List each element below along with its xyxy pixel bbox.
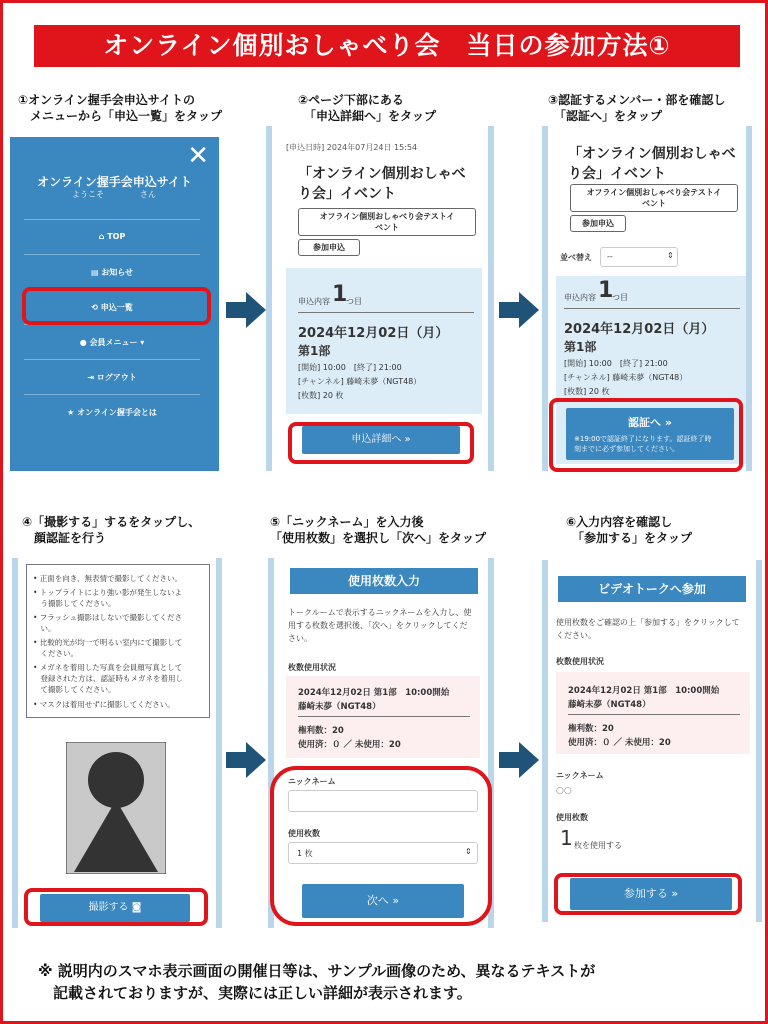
logout-icon: ⇥ [87,373,94,382]
guideline-2: • トップライトにより強い影が発生しないよ う撮影してください。 [33,588,182,608]
rights-count: 権利数：20 [298,726,344,736]
menu-item-news[interactable] [24,254,200,288]
menu-item-member[interactable] [24,324,200,358]
content-label: 申込内容 [564,293,596,302]
arrow-right-icon [497,290,541,330]
menu-item-logout[interactable] [24,359,200,393]
count-label: 使用枚数 [288,829,320,838]
content-suffix: つ目 [346,297,362,306]
auth-button-label: 認証へ » [628,416,672,429]
divider [564,308,740,309]
event-chip: オフライン個別おしゃべり会テストイ ベント [570,184,738,212]
home-icon: ⌂ [98,232,105,241]
sort-select[interactable] [600,247,678,267]
count-label: 使用枚数 [556,813,588,822]
step-3-label: ③認証するメンバー・部を確認し 「認証へ」をタップ [548,93,726,123]
usage-count: 使用済：０ ／ 未使用：20 [298,740,401,750]
select-arrow-icon: ⇕ [667,251,674,260]
highlight-capture-button [24,888,208,926]
event-day: 2024年12月02日（月） [564,322,715,337]
event-title: 「オンライン個別おしゃべ り会」イベント [568,146,736,182]
site-title: オンライン握手会申込サイト [37,175,192,189]
ticket-count: [枚数] 20 枚 [298,391,344,400]
video-talk-header: ビデオトークへ参加 [558,576,746,602]
next-button[interactable]: 次へ » [302,884,464,918]
sort-value: -- [607,252,613,261]
menu-item-label: お知らせ [101,268,134,277]
intro-text: 使用枚数をご確認の上「参加する」をクリックして ください。 [556,618,740,640]
menu-item-about[interactable] [24,394,200,428]
guideline-3: • フラッシュ撮影はしないで撮影してくださ い。 [33,613,183,633]
nickname-label: ニックネーム [288,777,336,786]
event-channel: [チャンネル] 藤崎未夢（NGT48） [564,373,688,382]
phone-screen-join [542,560,762,922]
page-title: オンライン個別おしゃべり会 当日の参加方法① [34,25,740,67]
step-1-label: ①オンライン握手会申込サイトの メニューから「申込一覧」をタップ [18,93,223,123]
application-detail-button[interactable]: 申込詳細へ » [302,426,460,454]
highlight-applications [22,287,211,325]
menu-item-top[interactable] [24,219,200,253]
member-name: 藤崎未夢（NGT48） [298,702,381,712]
guideline-4: • 比較的光が均一で明るい室内にて撮影して ください。 [33,638,183,658]
scrollbar[interactable] [746,222,750,262]
phone-screen-camera [12,558,222,928]
event-part: 第1部 [298,344,331,358]
usage-count: 使用済：０ ／ 未使用：20 [568,738,671,748]
highlight-auth-button [549,398,743,472]
content-number: 1 [332,282,348,307]
face-silhouette-icon [66,742,166,874]
news-icon: ▤ [90,268,99,277]
divider [298,312,474,313]
arrow-right-icon [224,290,268,330]
application-date: [申込日時] 2024年07月24日 15:54 [286,143,418,152]
arrow-right-icon [497,740,541,780]
event-channel: [チャンネル] 藤崎未夢（NGT48） [298,377,422,386]
footnote: ※ 説明内のスマホ表示画面の開催日等は、サンプル画像のため、異なるテキストが 記載されておりますが、実際には正しい詳細が表示されます。 [38,962,596,1002]
user-icon: ● [79,338,87,347]
slot-info: 2024年12月02日 第1部 10:00開始 [298,688,450,698]
photo-guidelines [26,564,210,718]
scrollbar[interactable] [488,154,492,328]
nickname-value: ○○ [556,786,572,796]
count-number: 1 [560,826,573,850]
auth-deadline-note: ※19:00で認証終了になります。認証終了時 刻までに必ず参加してください。 [574,435,712,453]
camera-icon: ◙ [131,902,142,913]
step-5-label: ⑤「ニックネーム」を入力後 「使用枚数」を選択し「次へ」をタップ [270,515,487,545]
guideline-5: • メガネを着用した写真を会員顔写真として 登録された方は、認証時もメガネを着用し て撮影してください。 [33,663,183,694]
arrow-right-icon [224,740,268,780]
count-value: 1 枚 [297,849,313,858]
event-time: [開始] 10:00 [終了] 21:00 [298,363,402,372]
content-suffix: つ目 [612,293,628,302]
apply-chip: 参加申込 [298,239,360,256]
event-day: 2024年12月02日（月） [298,326,449,341]
menu-item-label: 会員メニュー ▾ [89,338,145,347]
highlight-join-button [554,873,742,915]
star-icon: ★ [67,408,75,417]
highlight-detail-button [288,422,474,464]
apply-chip: 参加申込 [570,215,626,232]
step-4-label: ④「撮影する」するをタップし、 顔認証を行う [22,515,201,545]
menu-item-label: ログアウト [96,373,137,382]
ticket-count: [枚数] 20 枚 [564,387,610,396]
nickname-label: ニックネーム [556,771,604,780]
content-label: 申込内容 [298,297,330,306]
ticket-status-card [556,672,750,754]
menu-item-label: 申込一覧 [100,303,133,312]
phone-screen-list [266,126,494,471]
divider [298,716,470,717]
welcome-text: ようこそ [72,190,104,199]
guideline-6: • マスクは着用せずに撮影してください。 [33,700,175,709]
member-name: 藤崎未夢（NGT48） [568,700,651,710]
menu-item-label: TOP [107,232,126,241]
divider [568,714,740,715]
event-title: 「オンライン個別おしゃべ り会」イベント [298,166,466,202]
intro-text: トークルームで表示するニックネームを入力し、使 用する枚数を選択後、「次へ」をクリックしてくだ さい。 [288,608,472,643]
close-icon[interactable]: ✕ [187,141,209,171]
join-button[interactable]: 参加する » [570,878,732,910]
ticket-status-card [286,676,480,758]
ticket-input-header: 使用枚数入力 [290,568,478,594]
sort-label: 並べ替え [560,253,592,262]
highlight-input-area [270,766,492,926]
status-label: 枚数使用状況 [288,663,336,672]
event-time: [開始] 10:00 [終了] 21:00 [564,359,668,368]
status-label: 枚数使用状況 [556,657,604,666]
count-suffix: 枚を使用する [574,841,622,850]
history-icon: ⟲ [91,303,98,312]
step-2-label: ②ページ下部にある 「申込詳細へ」をタップ [298,93,437,123]
capture-button-label: 撮影する [88,902,129,913]
select-arrow-icon: ⇕ [465,847,472,856]
rights-count: 権利数：20 [568,724,614,734]
event-chip: オフライン個別おしゃべり会テストイ ベント [298,208,476,236]
welcome-suffix: さん [140,190,156,199]
content-number: 1 [598,278,614,303]
step-6-label: ⑥入力内容を確認し 「参加する」をタップ [566,515,693,545]
event-part: 第1部 [564,340,597,354]
menu-item-label: オンライン握手会とは [77,408,157,417]
application-detail-card [286,268,482,414]
slot-info: 2024年12月02日 第1部 10:00開始 [568,686,720,696]
guideline-1: • 正面を向き、無表情で撮影してください。 [33,574,183,583]
